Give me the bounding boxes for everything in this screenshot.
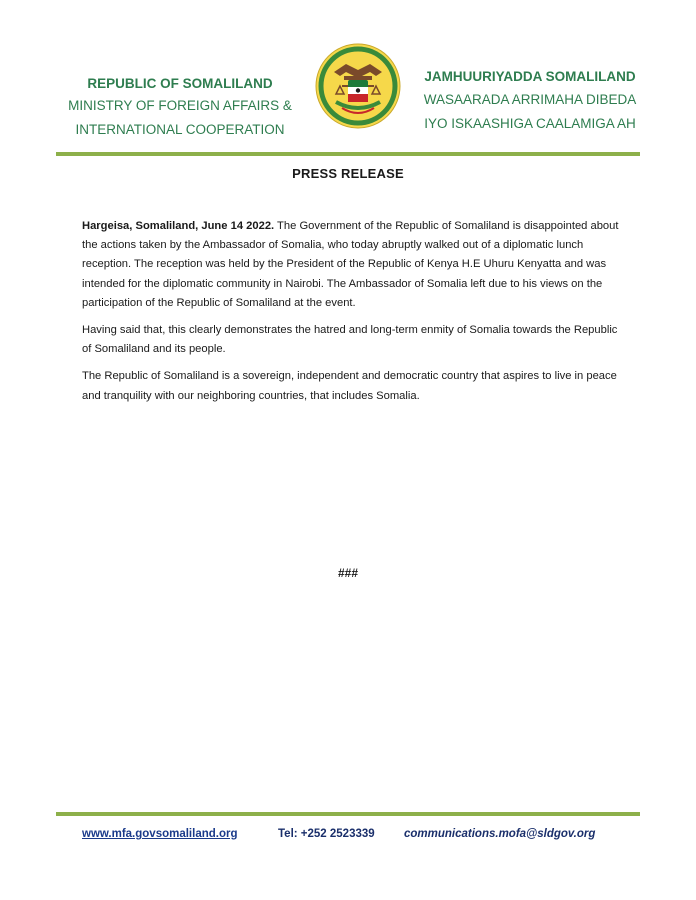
footer-divider [56, 812, 640, 816]
header-right-block [405, 66, 655, 136]
ministry-name-somali-line1: WASAARADA ARRIMAHA DIBEDA [423, 92, 637, 107]
dateline: Hargeisa, Somaliland, June 14 2022. [82, 220, 275, 232]
press-release-body [82, 217, 622, 414]
end-mark: ### [337, 566, 359, 580]
paragraph-1-text: The Government of the Republic of Somaliland is disappointed about the actions taken by the Ambassador of Somalia, who today abruptly walked out of a diplomatic lunch reception. The reception was held by the President of the Republic of Kenya H.E Uhuru Kenyatta and was intended for the diplomatic community in Nairobi. The Ambassador of Somalia left due to his views on the participation of the Republic of Somaliland at the event. [82, 220, 619, 309]
ministry-name-english-line1: MINISTRY OF FOREIGN AFFAIRS & [68, 98, 292, 113]
ministry-name-somali-line2: IYO ISKAASHIGA CAALAMIGA AH [424, 116, 636, 131]
national-emblem-icon [314, 42, 402, 130]
header-left-block [60, 74, 300, 142]
country-name-english: REPUBLIC OF SOMALILAND [87, 76, 273, 91]
paragraph-2: Having said that, this clearly demonstrates the hatred and long-term enmity of Somalia towards the Republic of Somaliland and its people. [82, 324, 618, 356]
ministry-name-english-line2: INTERNATIONAL COOPERATION [75, 122, 285, 137]
header-divider [56, 152, 640, 156]
email-address[interactable]: communications.mofa@sldgov.org [404, 828, 596, 840]
country-name-somali: JAMHUURIYADDA SOMALILAND [424, 69, 636, 84]
phone-number: Tel: +252 2523339 [278, 828, 375, 840]
paragraph-3: The Republic of Somaliland is a sovereign, independent and democratic country that aspires to live in peace and tranquility with our neighboring countries, that includes Somalia. [82, 370, 617, 402]
website-link[interactable]: www.mfa.govsomaliland.org [82, 828, 238, 840]
document-title: PRESS RELEASE [292, 166, 404, 181]
paragraph-1 [82, 217, 622, 313]
